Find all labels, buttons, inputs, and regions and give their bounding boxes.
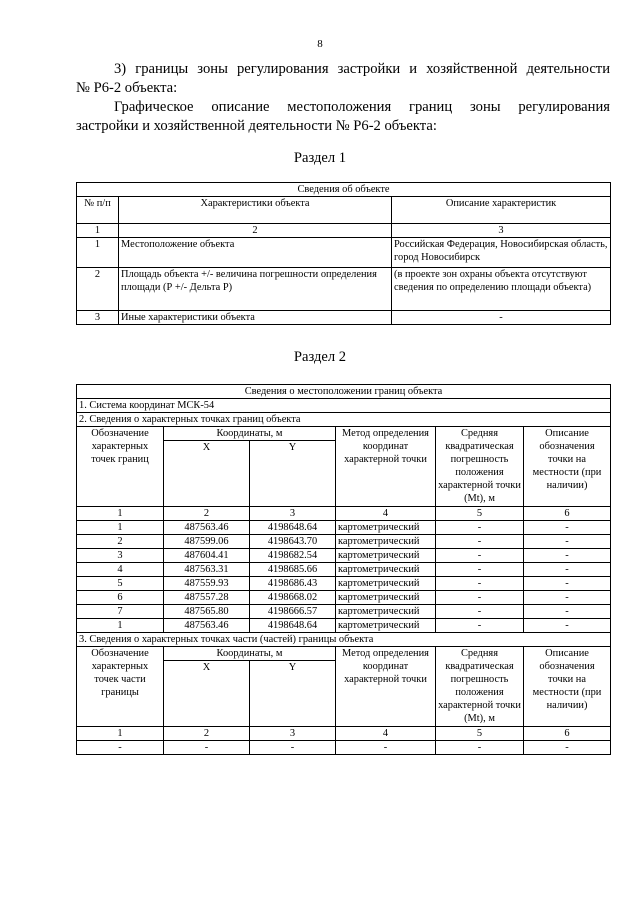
point-x: 487604.41 — [164, 549, 250, 563]
col-header-y: Y — [250, 661, 336, 727]
point-x: 487565.80 — [164, 605, 250, 619]
point-method: картометрический — [336, 521, 436, 535]
row-num: 1 — [77, 238, 119, 268]
coordinate-system: 1. Система координат МСК-54 — [77, 399, 611, 413]
empty-cell: - — [524, 741, 611, 755]
point-method: картометрический — [336, 563, 436, 577]
point-y: 4198648.64 — [250, 521, 336, 535]
point-desc: - — [524, 563, 611, 577]
col-header-x: X — [164, 441, 250, 507]
point-x: 487563.46 — [164, 619, 250, 633]
point-desc: - — [524, 521, 611, 535]
point-method: картометрический — [336, 549, 436, 563]
col-header-desc: Описание обозначения точки на местности (при наличии) — [524, 647, 611, 727]
point-number: 1 — [77, 619, 164, 633]
point-desc: - — [524, 605, 611, 619]
point-x: 487563.46 — [164, 521, 250, 535]
col-header-point: Обозначение характерных точек границ — [77, 427, 164, 507]
table-row — [77, 619, 611, 633]
table-row — [77, 238, 611, 268]
row-char: Местоположение объекта — [119, 238, 392, 268]
point-error: - — [436, 549, 524, 563]
point-y: 4198685.66 — [250, 563, 336, 577]
point-number: 4 — [77, 563, 164, 577]
point-error: - — [436, 563, 524, 577]
index-cell: 6 — [524, 507, 611, 521]
point-y: 4198682.54 — [250, 549, 336, 563]
row-desc: - — [392, 311, 611, 325]
col-header-method: Метод определения координат характерной точки — [336, 647, 436, 727]
point-x: 487557.28 — [164, 591, 250, 605]
col-header-error: Средняя квадратическая погрешность положения характерной точки (Mt), м — [436, 427, 524, 507]
point-error: - — [436, 591, 524, 605]
page-number: 8 — [317, 38, 323, 50]
table-row — [77, 591, 611, 605]
point-number: 7 — [77, 605, 164, 619]
row-desc: (в проекте зон охраны объекта отсутствуют сведения по определению площади объекта) — [392, 268, 611, 311]
object-info-table — [76, 182, 611, 325]
index-cell: 3 — [392, 224, 611, 238]
point-error: - — [436, 577, 524, 591]
point-number: 3 — [77, 549, 164, 563]
index-cell: 2 — [119, 224, 392, 238]
point-x: 487559.93 — [164, 577, 250, 591]
table-title: Сведения об объекте — [77, 183, 611, 197]
col-header-error: Средняя квадратическая погрешность положения характерной точки (Mt), м — [436, 647, 524, 727]
index-cell: 4 — [336, 507, 436, 521]
point-method: картометрический — [336, 535, 436, 549]
index-cell: 5 — [436, 727, 524, 741]
empty-cell: - — [436, 741, 524, 755]
point-desc: - — [524, 619, 611, 633]
point-error: - — [436, 535, 524, 549]
row-char: Площадь объекта +/- величина погрешности определения площади (Р +/- Дельта Р) — [119, 268, 392, 311]
section-2-heading: Раздел 2 — [293, 349, 347, 365]
point-method: картометрический — [336, 591, 436, 605]
empty-cell: - — [336, 741, 436, 755]
intro-line-1: 3) границы зоны регулирования застройки и хозяйственной деятельности — [114, 61, 610, 77]
point-y: 4198643.70 — [250, 535, 336, 549]
row-num: 3 — [77, 311, 119, 325]
table-row — [77, 521, 611, 535]
col-header-x: X — [164, 661, 250, 727]
point-desc: - — [524, 549, 611, 563]
point-number: 5 — [77, 577, 164, 591]
col-header-desc: Описание обозначения точки на местности (при наличии) — [524, 427, 611, 507]
point-y: 4198648.64 — [250, 619, 336, 633]
col-header-point-part: Обозначение характерных точек части границы — [77, 647, 164, 727]
table-row — [77, 563, 611, 577]
col-header-num: № п/п — [77, 197, 119, 224]
intro-line-2: № Р6-2 объекта: — [76, 80, 178, 96]
subsection-2-title: 2. Сведения о характерных точках границ объекта — [77, 413, 611, 427]
point-desc: - — [524, 577, 611, 591]
point-x: 487599.06 — [164, 535, 250, 549]
point-desc: - — [524, 591, 611, 605]
index-cell: 2 — [164, 727, 250, 741]
point-number: 1 — [77, 521, 164, 535]
index-cell: 5 — [436, 507, 524, 521]
table-row — [77, 741, 611, 755]
section-1-heading: Раздел 1 — [293, 150, 347, 166]
point-method: картометрический — [336, 619, 436, 633]
col-header-y: Y — [250, 441, 336, 507]
index-cell: 1 — [77, 727, 164, 741]
col-header-desc: Описание характеристик — [392, 197, 611, 224]
row-desc: Российская Федерация, Новосибирская область, город Новосибирск — [392, 238, 611, 268]
index-cell: 1 — [77, 224, 119, 238]
col-header-method: Метод определения координат характерной точки — [336, 427, 436, 507]
table-row — [77, 549, 611, 563]
table-row — [77, 577, 611, 591]
subsection-3-title: 3. Сведения о характерных точках части (частей) границы объекта — [77, 633, 611, 647]
table-row — [77, 311, 611, 325]
empty-cell: - — [77, 741, 164, 755]
col-header-coords: Координаты, м — [164, 647, 336, 661]
point-error: - — [436, 521, 524, 535]
row-char: Иные характеристики объекта — [119, 311, 392, 325]
index-cell: 2 — [164, 507, 250, 521]
row-num: 2 — [77, 268, 119, 311]
point-number: 6 — [77, 591, 164, 605]
intro-line-4: застройки и хозяйственной деятельности № Р6-2 объекта: — [76, 118, 437, 134]
point-error: - — [436, 619, 524, 633]
table-row — [77, 268, 611, 311]
index-cell: 4 — [336, 727, 436, 741]
point-x: 487563.31 — [164, 563, 250, 577]
point-error: - — [436, 605, 524, 619]
index-cell: 6 — [524, 727, 611, 741]
boundary-coordinates-table — [76, 384, 611, 755]
table-title: Сведения о местоположении границ объекта — [77, 385, 611, 399]
point-y: 4198666.57 — [250, 605, 336, 619]
table-row — [77, 535, 611, 549]
table-row — [77, 605, 611, 619]
empty-cell: - — [164, 741, 250, 755]
point-method: картометрический — [336, 577, 436, 591]
point-y: 4198668.02 — [250, 591, 336, 605]
col-header-char: Характеристики объекта — [119, 197, 392, 224]
empty-cell: - — [250, 741, 336, 755]
index-cell: 3 — [250, 507, 336, 521]
intro-line-3: Графическое описание местоположения границ зоны регулирования — [114, 99, 610, 115]
index-cell: 3 — [250, 727, 336, 741]
point-method: картометрический — [336, 605, 436, 619]
point-y: 4198686.43 — [250, 577, 336, 591]
point-number: 2 — [77, 535, 164, 549]
index-cell: 1 — [77, 507, 164, 521]
col-header-coords: Координаты, м — [164, 427, 336, 441]
point-desc: - — [524, 535, 611, 549]
